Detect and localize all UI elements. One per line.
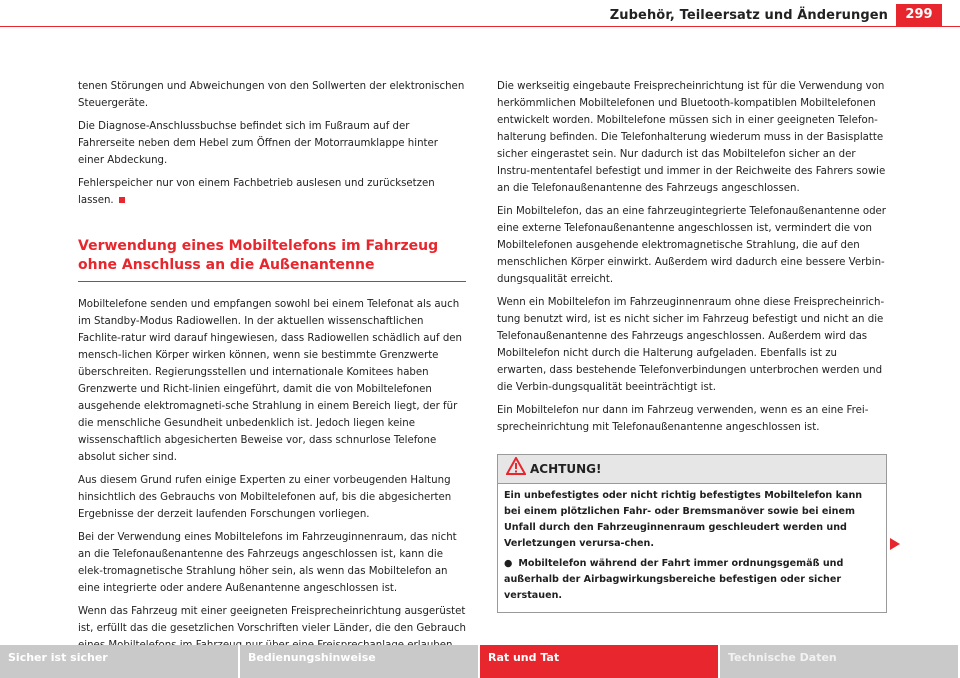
- chapter-title: Zubehör, Teileersatz und Änderungen: [609, 8, 888, 23]
- paragraph: [78, 175, 466, 209]
- paragraph-text: Fehlerspeicher nur von einem Fachbetrieb auslesen und zurücksetzen lassen.: [78, 178, 435, 206]
- warning-bullet: [504, 556, 880, 604]
- paragraph: Ein Mobiltelefon, das an eine fahrzeugintegrierte Telefonaußenantenne oder eine externe Telefonaußenantenne angeschlossen ist, vermindert die von Mobiltelefonen ausgehende elektromagnetische Strahlung, die auf den menschlichen Körper einwirkt. Außerdem wird dadurch eine bessere Verbin-dungsqualität erreicht.: [497, 206, 886, 285]
- footer-tab-technische-daten[interactable]: Technische Daten: [720, 645, 960, 678]
- paragraph: Wenn ein Mobiltelefon im Fahrzeuginnenraum ohne diese Freisprecheinrich-tung benutzt wird, ist es nicht sicher im Fahrzeug befestigt und nicht an die Telefonaußenantenne des Fahrzeugs angeschlossen. Außerdem wird das Mobiltelefon nicht durch die Halterung aufgeladen. Ebenfalls ist zu erwarten, dass bestehende Telefonverbindungen unterbrochen werden und die Verbin-dungsqualität beeinträchtigt ist.: [497, 297, 885, 393]
- footer-tab-rat-und-tat[interactable]: Rat und Tat: [480, 645, 720, 678]
- paragraph: Ein Mobiltelefon nur dann im Fahrzeug verwenden, wenn es an eine Frei-sprecheinrichtung mit Telefonaußenantenne angeschlossen ist.: [497, 405, 869, 433]
- warning-box: [497, 454, 887, 613]
- bullet-icon: ●: [504, 558, 513, 569]
- footer-navigation: [0, 645, 960, 678]
- paragraph: Die Diagnose-Anschlussbuchse befindet sich im Fußraum auf der Fahrerseite neben dem Hebel zum Öffnen der Motorraumklappe hinter einer Abdeckung.: [78, 121, 438, 166]
- header-divider: [0, 26, 960, 27]
- footer-tab-bedienung[interactable]: Bedienungshinweise: [240, 645, 480, 678]
- paragraph: Mobiltelefone senden und empfangen sowohl bei einem Telefonat als auch im Standby-Modus Radiowellen. In der aktuellen wissenschaftlichen Fachlite-ratur wird darauf hingewiesen, dass Radiowellen schädlich auf den mensch-lichen Körper wirken können, wenn sie bestimmte Grenzwerte überschreiten. Regierungsstellen und internationale Komitees haben Grenzwerte und Richt-linien eingeführt, damit die von Mobiltelefonen ausgehende elektromagneti-sche Strahlung in einem Bereich liegt, der für die menschliche Gesundheit unbedenklich ist. Jedoch liegen keine wissenschaftlich abgesicherten Beweise vor, dass schnurlose Telefone absolut sicher sind.: [78, 299, 463, 463]
- warning-triangle-icon: [506, 457, 526, 481]
- right-column: [497, 78, 887, 613]
- warning-text: Ein unbefestigtes oder nicht richtig befestigtes Mobiltelefon kann bei einem plötzlichen Fahr- oder Bremsmanöver sowie bei einem Unfall durch den Fahrzeuginnenraum geschleudert werden und Verletzungen verursa-chen.: [504, 490, 863, 549]
- left-column: [78, 78, 466, 660]
- section-heading: Verwendung eines Mobiltelefons im Fahrzeug ohne Anschluss an die Außenantenne: [78, 237, 466, 282]
- paragraph: Aus diesem Grund rufen einige Experten zu einer vorbeugenden Haltung hinsichtlich des Gebrauchs von Mobiltelefonen auf, bis die abgesicherten Ergebnisse der derzeit laufenden Forschungen vorliegen.: [78, 475, 452, 520]
- paragraph: tenen Störungen und Abweichungen von den Sollwerten der elektronischen Steuergeräte.: [78, 81, 465, 109]
- warning-header: [498, 455, 886, 484]
- paragraph: Wenn das Fahrzeug mit einer geeigneten Freisprecheinrichtung ausgerüstet ist, erfüllt das die gesetzlichen Vorschriften vieler Länder, die den Gebrauch: [78, 606, 466, 634]
- page-number: 299: [896, 4, 942, 26]
- continue-arrow-icon: [889, 536, 901, 555]
- paragraph: Die werkseitig eingebaute Freisprecheinrichtung ist für die Verwendung von herkömmlichen Mobiltelefonen und Bluetooth-kompatiblen Mobiltelefonen entwickelt worden. Mobiltelefone müssen sich in einer geeigneten Telefon-halterung befinden. Die Telefonhalterung wiederum muss in der Basisplatte sicher eingerastet sein. Nur dadurch ist das Mobiltelefon sicher an der Instru-mententafel befestigt und immer in der Reichweite des Fahrers sowie an die Telefonaußenantenne des Fahrzeugs angeschlossen.: [497, 81, 886, 194]
- footer-tab-sicher[interactable]: Sicher ist sicher: [0, 645, 240, 678]
- warning-bullet-text: Mobiltelefon während der Fahrt immer ordnungsgemäß und außerhalb der Airbagwirkungsbereiche befestigen oder sicher verstauen.: [504, 558, 844, 601]
- paragraph: Bei der Verwendung eines Mobiltelefons im Fahrzeuginnenraum, das nicht an die Telefonaußenantenne des Fahrzeugs angeschlossen ist, kann die elek-tromagnetische Strahlung höher sein, als wenn das Mobiltelefon an eine integrierte oder andere Außenantenne angeschlossen ist.: [78, 532, 457, 594]
- warning-body: [498, 484, 886, 612]
- warning-title: ACHTUNG!: [530, 461, 602, 476]
- section-end-marker-icon: [119, 197, 125, 203]
